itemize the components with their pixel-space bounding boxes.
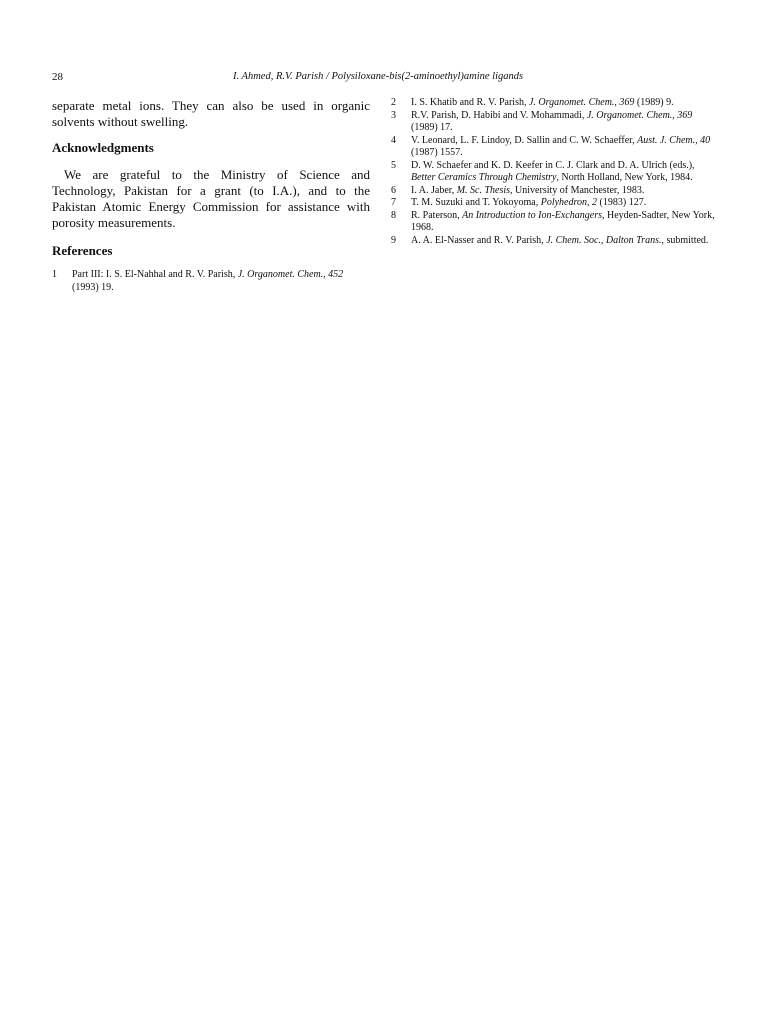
reference-text: (1993) 19. — [72, 281, 114, 293]
reference-text: (1989) 9. — [634, 97, 674, 108]
reference-italic-text: J. Organomet. Chem., 369 — [586, 109, 693, 121]
reference-text: V. Leonard, L. F. Lindoy, D. Sallin and C. W. Schaeffer, — [411, 134, 638, 146]
right-column — [391, 97, 721, 247]
reference-item — [391, 135, 721, 160]
reference-number: 8 — [391, 209, 396, 221]
reference-number: 2 — [391, 97, 396, 108]
reference-item — [391, 110, 721, 135]
reference-number: 7 — [391, 197, 396, 208]
reference-item — [391, 197, 721, 210]
reference-item — [52, 269, 370, 294]
left-column — [52, 98, 370, 294]
reference-text: , North Holland, New York, 1984. — [556, 172, 693, 183]
running-head: I. Ahmed, R.V. Parish / Polysiloxane-bis(2-aminoethyl)amine ligands — [233, 71, 524, 82]
reference-text: R.V. Parish, D. Habibi and V. Mohammadi, — [411, 109, 587, 121]
reference-number: 1 — [52, 269, 57, 280]
reference-item — [391, 235, 721, 248]
reference-text: , Heyden-Sadter, New York, 1968. — [411, 209, 715, 233]
reference-number: 6 — [391, 184, 396, 196]
reference-item — [391, 210, 721, 235]
reference-italic-text: An Introduction to Ion-Exchangers — [462, 209, 602, 221]
reference-italic-text: M. Sc. Thesis — [456, 184, 511, 196]
reference-text: (1987) 1557. — [411, 147, 463, 158]
reference-text: (1983) 127. — [597, 197, 647, 208]
reference-text: I. S. Khatib and R. V. Parish, — [411, 97, 529, 108]
acknowledgments-heading: Acknowledgments — [52, 140, 154, 155]
reference-text: T. M. Suzuki and T. Yokoyoma, — [411, 197, 541, 208]
reference-text: , submitted. — [661, 234, 709, 246]
reference-list-left — [52, 269, 370, 294]
reference-number: 4 — [391, 134, 396, 146]
reference-italic-text: J. Organomet. Chem., 452 — [237, 269, 344, 280]
reference-text: R. Paterson, — [411, 209, 463, 221]
reference-number: 9 — [391, 234, 396, 246]
acknowledgments-paragraph: We are grateful to the Ministry of Science and Technology, Pakistan for a grant (to I.A.), and to the Pakistan Atomic Energy Commission for assistance with porosity measurements. — [52, 167, 370, 230]
reference-list-right — [391, 97, 721, 247]
page-number: 28 — [52, 71, 63, 83]
reference-number: 5 — [391, 159, 396, 171]
reference-text: Part III: I. S. El-Nahhal and R. V. Parish, — [72, 269, 238, 280]
reference-text: D. W. Schaefer and K. D. Keefer in C. J. Clark and D. A. Ulrich (eds.), — [411, 159, 695, 171]
reference-number: 3 — [391, 109, 396, 121]
reference-italic-text: Better Ceramics Through Chemistry — [411, 172, 557, 183]
reference-italic-text: Aust. J. Chem., 40 — [637, 134, 711, 146]
reference-item — [391, 160, 721, 185]
reference-text: (1989) 17. — [411, 122, 453, 133]
intro-paragraph: separate metal ions. They can also be used in organic solvents without swelling. — [52, 98, 370, 129]
reference-text: I. A. Jaber, — [411, 184, 457, 196]
reference-item — [391, 185, 721, 198]
reference-italic-text: J. Organomet. Chem., 369 — [528, 97, 635, 108]
references-heading: References — [52, 243, 113, 258]
reference-italic-text: J. Chem. Soc., Dalton Trans. — [546, 234, 662, 246]
reference-item — [391, 97, 721, 110]
reference-text: A. A. El-Nasser and R. V. Parish, — [411, 234, 547, 246]
reference-text: , University of Manchester, 1983. — [510, 184, 645, 196]
reference-italic-text: Polyhedron, 2 — [540, 197, 598, 208]
